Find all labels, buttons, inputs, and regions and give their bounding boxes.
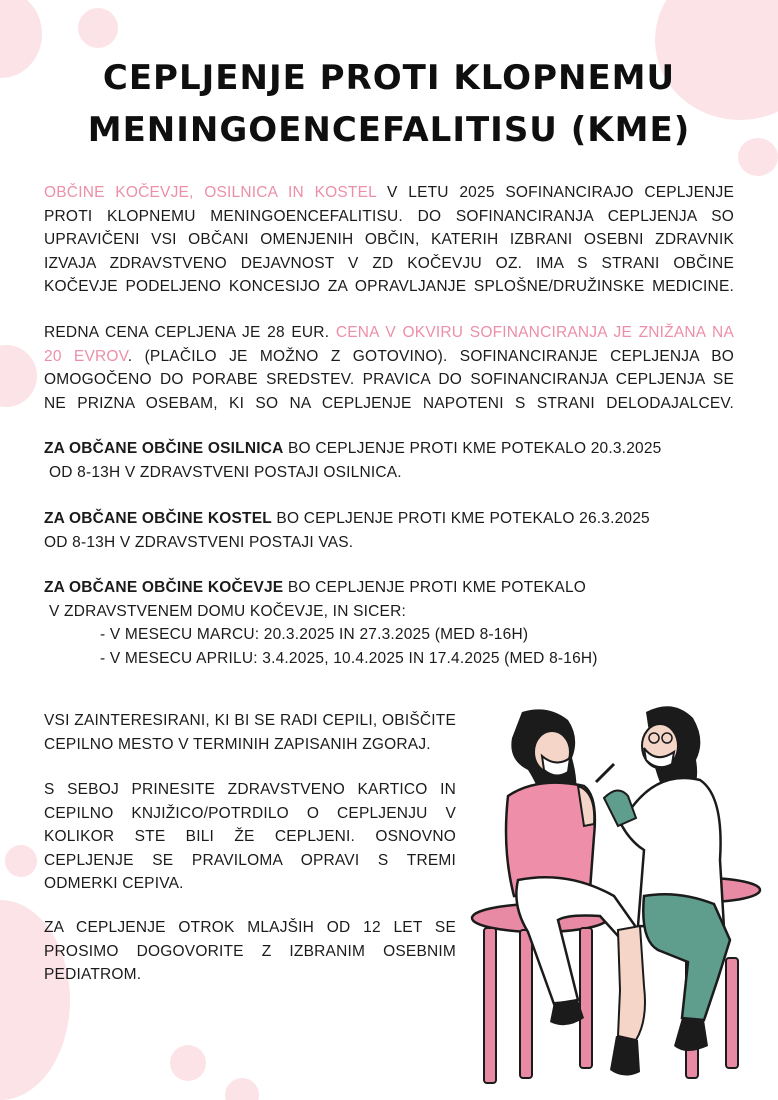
- title-line-1: CEPLJENJE PROTI KLOPNEMU: [102, 58, 676, 98]
- price-paragraph: [44, 321, 734, 415]
- price-line: OMOGOČENO DO PORABE SREDSTEV. PRAVICA DO SOFINANCIRANJA CEPLJENJA SE: [44, 371, 734, 388]
- discount-price: 20 EVROV: [44, 347, 128, 365]
- decor-blob: [170, 1045, 206, 1081]
- info-line: CEPILNO MESTO V TERMINIH ZAPISANIH ZGORAJ.: [44, 735, 431, 753]
- municipalities-highlight: OBČINE KOČEVJE, OSILNICA IN KOSTEL: [44, 184, 377, 201]
- price-text: . (PLAČILO JE MOŽNO Z GOTOVINO). SOFINANCIRANJE CEPLJENJA BO: [127, 347, 734, 365]
- decor-blob: [225, 1078, 259, 1100]
- info-line: ZA CEPLJENJE OTROK MLAJŠIH OD 12 LET SE: [44, 919, 456, 936]
- page-title: [0, 52, 778, 156]
- info-line: PEDIATROM.: [44, 966, 142, 983]
- kocevje-heading: ZA OBČANE OBČINE KOČEVJE: [44, 579, 284, 596]
- osilnica-line: [44, 437, 661, 461]
- kostel-heading: ZA OBČANE OBČINE KOSTEL: [44, 510, 272, 527]
- intro-line: KOČEVJE PODELJENO KONCESIJO ZA OPRAVLJANJE SPLOŠNE/DRUŽINSKE MEDICINE.: [44, 278, 734, 295]
- info-line: KOLIKOR STE BILI ŽE CEPLJENI. OSNOVNO: [44, 828, 456, 845]
- osilnica-heading: ZA OBČANE OBČINE OSILNICA: [44, 440, 284, 457]
- info-line: CEPILNO KNJIŽICO/POTRDILO O CEPLJENJU V: [44, 804, 456, 822]
- info-paragraph-3: [44, 916, 456, 987]
- info-paragraph-2: [44, 778, 456, 896]
- osilnica-line: OD 8-13H V ZDRAVSTVENI POSTAJI OSILNICA.: [49, 463, 402, 481]
- kocevje-line: V ZDRAVSTVENEM DOMU KOČEVJE, IN SICER:: [49, 602, 406, 620]
- intro-line: PROTI KLOPNEMU MENINGOENCEFALITISU. DO SOFINANCIRANJA CEPLJENJA SO: [44, 207, 734, 225]
- decor-blob: [78, 8, 118, 48]
- info-line: VSI ZAINTERESIRANI, KI BI SE RADI CEPILI, OBIŠČITE: [44, 712, 456, 729]
- kocevje-line: [44, 576, 598, 600]
- kostel-text: BO CEPLJENJE PROTI KME POTEKALO 26.3.2025: [271, 510, 650, 527]
- osilnica-section: [44, 437, 661, 484]
- intro-line: [44, 181, 734, 205]
- kocevje-text: BO CEPLJENJE PROTI KME POTEKALO: [283, 579, 587, 596]
- kocevje-section: [44, 576, 598, 670]
- intro-line: IZVAJA ZDRAVSTVENO DEJAVNOST V ZD KOČEVJU OZ. IMA S STRANI OBČINE: [44, 254, 734, 272]
- info-line: S SEBOJ PRINESITE ZDRAVSTVENO KARTICO IN: [44, 781, 456, 798]
- price-line: NE PRIZNA OSEBAM, KI SO NA CEPLJENJE NAPOTENI S STRANI DELODAJALCEV.: [44, 394, 734, 412]
- kostel-line: OD 8-13H V ZDRAVSTVENI POSTAJI VAS.: [44, 533, 354, 551]
- decor-blob: [5, 845, 37, 877]
- osilnica-text: BO CEPLJENJE PROTI KME POTEKALO 20.3.2025: [283, 440, 662, 457]
- vaccination-illustration: [468, 700, 768, 1085]
- nurse-figure-icon: [596, 706, 730, 1051]
- intro-text: V LETU 2025 SOFINANCIRAJO CEPLJENJE: [376, 184, 734, 201]
- title-line-2: MENINGOENCEFALITISU (KME): [87, 110, 691, 150]
- info-line: ODMERKI CEPIVA.: [44, 875, 184, 892]
- price-text: REDNA CENA CEPLJENA JE 28 EUR.: [44, 324, 336, 341]
- kocevje-date-item: - V MESECU MARCU: 20.3.2025 IN 27.3.2025 (MED 8-16H): [100, 626, 529, 643]
- info-line: PROSIMO DOGOVORITE Z IZBRANIM OSEBNIM: [44, 942, 456, 960]
- price-line: [44, 345, 734, 369]
- decor-blob: [0, 345, 37, 407]
- intro-paragraph: [44, 181, 734, 299]
- price-line: [44, 321, 734, 345]
- info-paragraph-1: [44, 709, 456, 756]
- kocevje-date-item: - V MESECU APRILU: 3.4.2025, 10.4.2025 IN 17.4.2025 (MED 8-16H): [100, 649, 598, 667]
- discount-highlight: CENA V OKVIRU SOFINANCIRANJA JE ZNIŽANA NA: [335, 324, 734, 341]
- kostel-section: [44, 507, 650, 554]
- kostel-line: [44, 507, 650, 531]
- info-line: CEPLJENJE SE PRAVILOMA OPRAVI S TREMI: [44, 851, 456, 869]
- intro-line: UPRAVIČENI VSI OBČANI OMENJENIH OBČIN, KATERIH IZBRANI OSEBNI ZDRAVNIK: [44, 231, 734, 248]
